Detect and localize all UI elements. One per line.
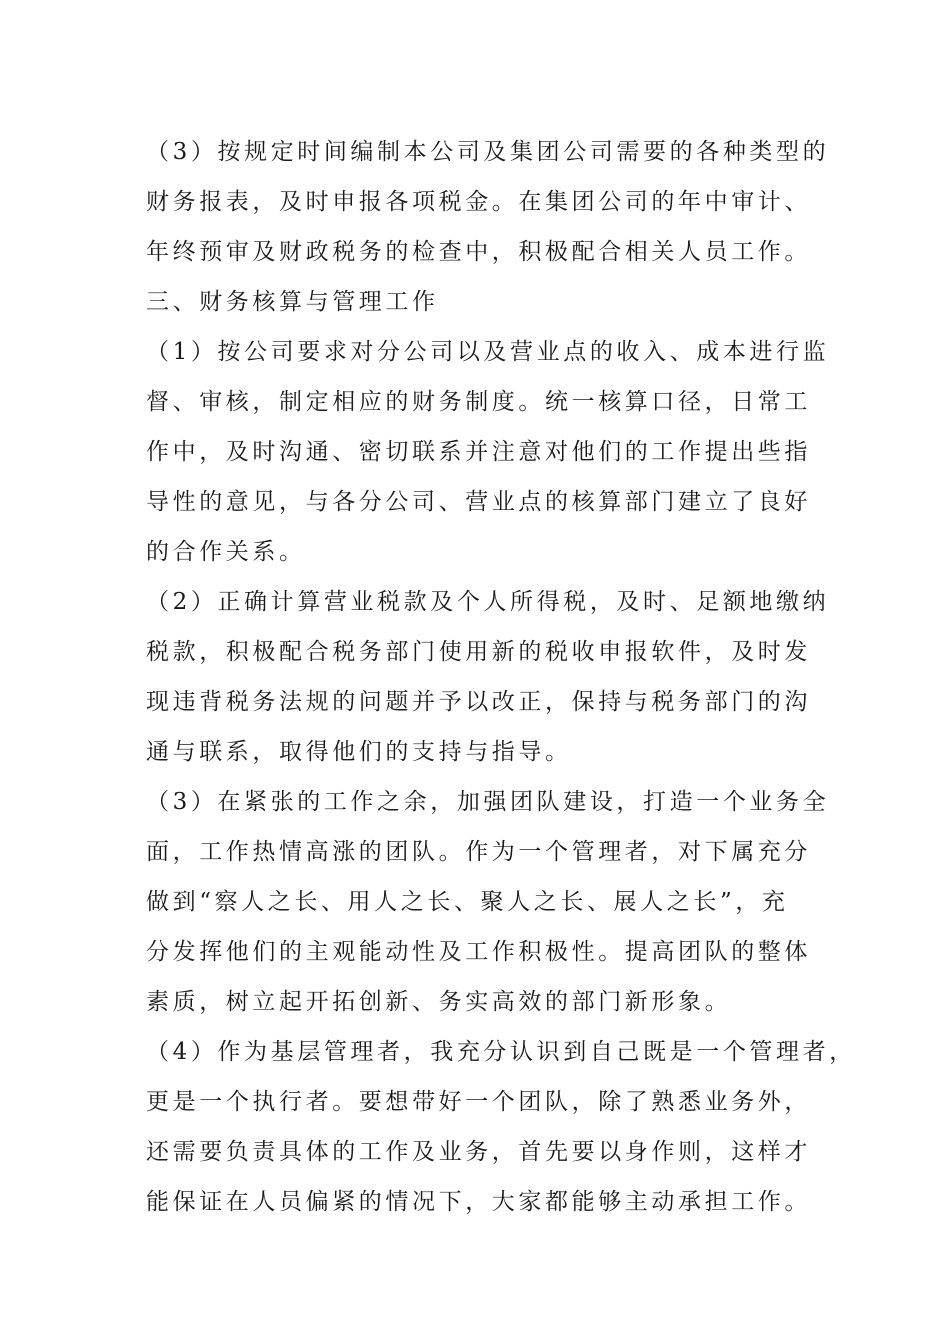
text-line: （3）在紧张的工作之余，加强团队建设，打造一个业务全 — [146, 789, 830, 815]
text-line: 年终预审及财政税务的检查中，积极配合相关人员工作。 — [146, 239, 811, 265]
text-line: 现违背税务法规的问题并予以改正，保持与税务部门的沟 — [146, 689, 811, 715]
text-line: 分发挥他们的主观能动性及工作积极性。提高团队的整体 — [146, 939, 811, 965]
text-line: 作中，及时沟通、密切联系并注意对他们的工作提出些指 — [146, 439, 811, 465]
text-line: （1）按公司要求对分公司以及营业点的收入、成本进行监 — [146, 339, 830, 365]
text-line: 税款，积极配合税务部门使用新的税收申报软件，及时发 — [146, 639, 811, 665]
text-line: 做到“察人之长、用人之长、聚人之长、展人之长”，充 — [146, 889, 789, 915]
text-line: 面，工作热情高涨的团队。作为一个管理者，对下属充分 — [146, 839, 811, 865]
text-line: 的合作关系。 — [146, 539, 306, 565]
text-line: （2）正确计算营业税款及个人所得税，及时、足额地缴纳 — [146, 589, 830, 615]
text-line: 通与联系，取得他们的支持与指导。 — [146, 739, 572, 765]
text-line: 能保证在人员偏紧的情况下，大家都能够主动承担工作。 — [146, 1189, 811, 1215]
text-line: 更是一个执行者。要想带好一个团队，除了熟悉业务外， — [146, 1089, 811, 1115]
text-line: 财务报表，及时申报各项税金。在集团公司的年中审计、 — [146, 189, 811, 215]
text-line: 督、审核，制定相应的财务制度。统一核算口径，日常工 — [146, 389, 811, 415]
text-line: （4）作为基层管理者，我充分认识到自己既是一个管理者， — [146, 1039, 856, 1065]
text-line: 导性的意见，与各分公司、营业点的核算部门建立了良好 — [146, 489, 811, 515]
text-line: 还需要负责具体的工作及业务，首先要以身作则，这样才 — [146, 1139, 811, 1165]
text-line: 素质，树立起开拓创新、务实高效的部门新形象。 — [146, 989, 732, 1015]
section-heading: 三、财务核算与管理工作 — [146, 289, 439, 315]
text-line: （3）按规定时间编制本公司及集团公司需要的各种类型的 — [146, 139, 830, 165]
